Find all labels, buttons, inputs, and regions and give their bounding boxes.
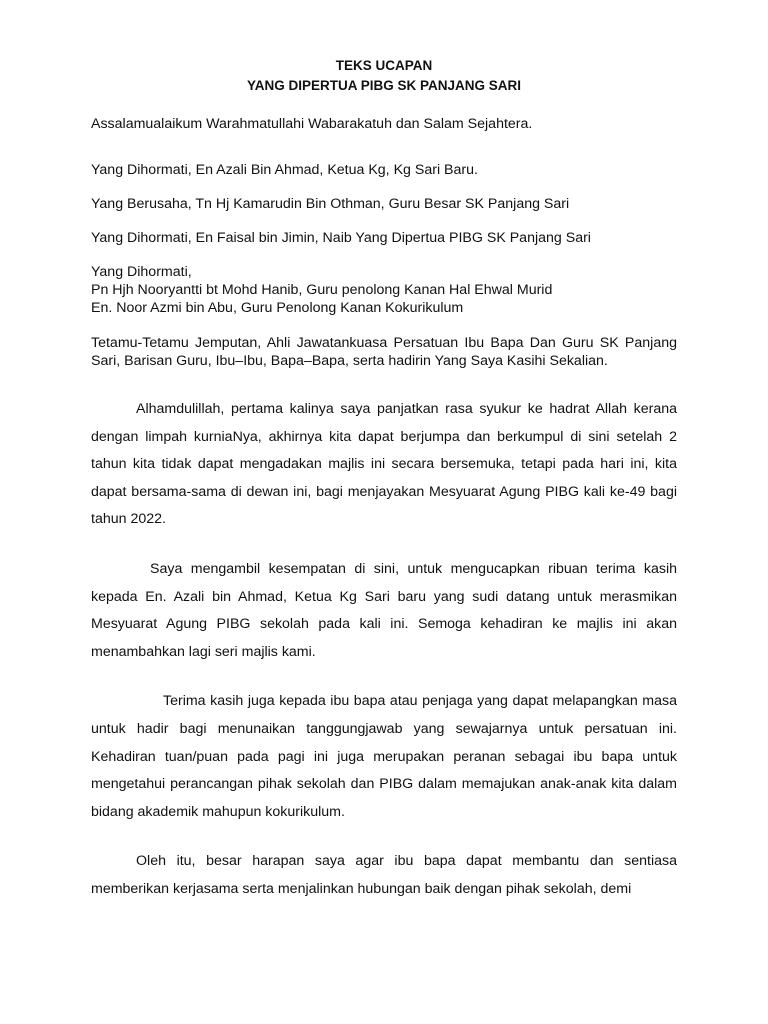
honorific-group-heading: Yang Dihormati,: [91, 264, 192, 280]
honorific-line: Yang Dihormati, En Faisal bin Jimin, Naib Yang Dipertua PIBG SK Panjang Sari: [91, 230, 591, 246]
guests-paragraph: Tetamu-Tetamu Jemputan, Ahli Jawatankuasa Persatuan Ibu Bapa Dan Guru SK Panjang Sari, Barisan Guru, Ibu–Ibu, Bapa–Bapa, serta hadirin Yang Saya Kasihi Sekalian.: [91, 335, 677, 369]
document-page: [91, 56, 677, 904]
body-paragraph: Alhamdulillah, pertama kalinya saya panjatkan rasa syukur ke hadrat Allah kerana dengan limpah kurniaNya, akhirnya kita dapat berjumpa dan berkumpul di sini setelah 2 tahun kita tidak dapat mengadakan majlis ini secara bersemuka, tetapi pada hari ini, kita dapat bersama-sama di dewan ini, bagi menjayakan Mesyuarat Agung PIBG kali ke-49 bagi tahun 2022.: [91, 401, 677, 528]
greeting-paragraph: Assalamualaikum Warahmatullahi Wabarakatuh dan Salam Sejahtera.: [91, 116, 533, 132]
honorific-group-line: En. Noor Azmi bin Abu, Guru Penolong Kanan Kokurikulum: [91, 300, 464, 316]
honorific-line: Yang Dihormati, En Azali Bin Ahmad, Ketua Kg, Kg Sari Baru.: [91, 162, 478, 178]
body-paragraph: Saya mengambil kesempatan di sini, untuk mengucapkan ribuan terima kasih kepada En. Azali bin Ahmad, Ketua Kg Sari baru yang sudi datang untuk merasmikan Mesyuarat Agung PIBG sekolah pada kali ini. Semoga kehadiran ke majlis ini akan menambahkan lagi seri majlis kami.: [91, 560, 677, 660]
body-paragraph: Terima kasih juga kepada ibu bapa atau penjaga yang dapat melapangkan masa untuk hadir bagi menunaikan tanggungjawab yang sewajarnya untuk persatuan ini. Kehadiran tuan/puan pada pagi ini juga merupakan peranan sebagai ibu bapa untuk mengetahui perancangan pihak sekolah dan PIBG dalam memajukan anak-anak kita dalam bidang akademik mahupun kokurikulum.: [91, 693, 677, 820]
document-title: [91, 56, 677, 96]
title-line-1: TEKS UCAPAN: [335, 58, 433, 73]
body-paragraph: Oleh itu, besar harapan saya agar ibu bapa dapat membantu dan sentiasa memberikan kerjasama serta menjalinkan hubungan baik dengan pihak sekolah, demi: [91, 853, 677, 897]
honorific-group-line: Pn Hjh Nooryantti bt Mohd Hanib, Guru penolong Kanan Hal Ehwal Murid: [91, 282, 553, 298]
honorific-line: Yang Berusaha, Tn Hj Kamarudin Bin Othman, Guru Besar SK Panjang Sari: [91, 196, 570, 212]
title-line-2: YANG DIPERTUA PIBG SK PANJANG SARI: [246, 78, 522, 93]
honorific-group: [91, 263, 677, 317]
